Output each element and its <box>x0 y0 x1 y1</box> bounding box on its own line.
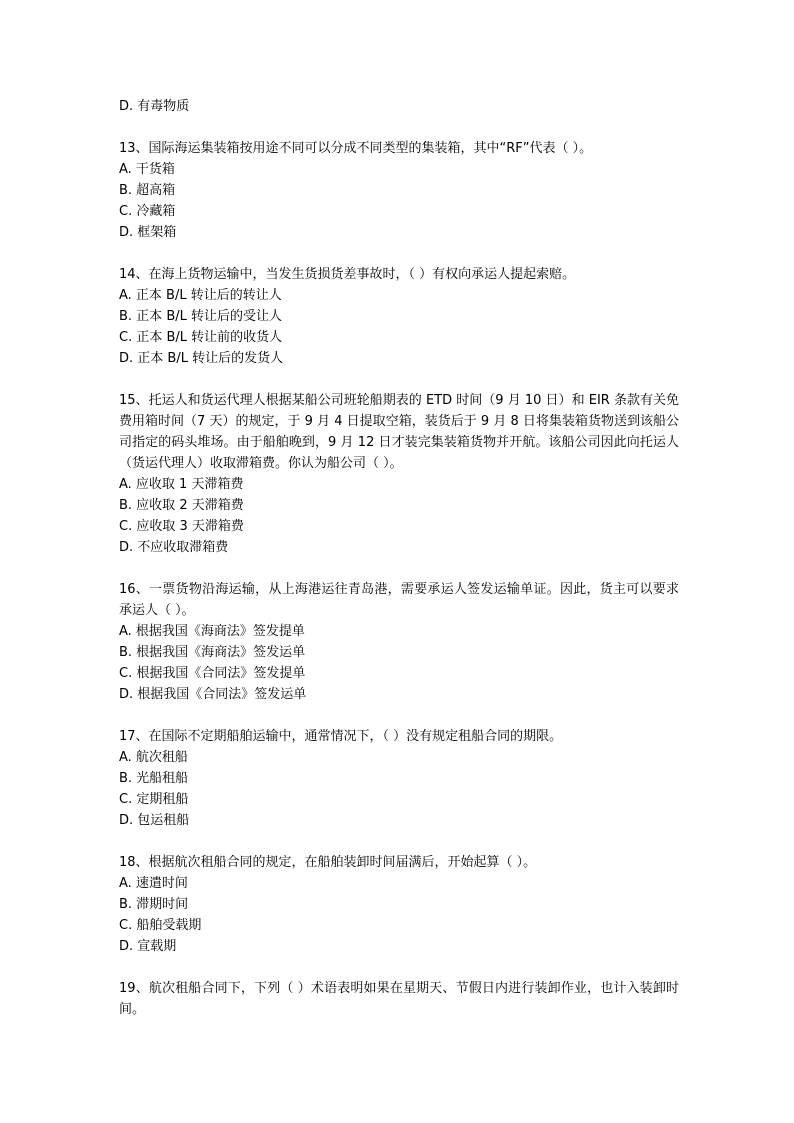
option-c: C. 定期租船 <box>119 792 189 807</box>
option-a: A. 航次租船 <box>119 750 188 765</box>
question-14 <box>119 264 679 369</box>
question-19 <box>119 978 679 1020</box>
document-page <box>119 96 679 1041</box>
option-c: C. 冷藏箱 <box>119 204 176 219</box>
option-c: C. 船舶受载期 <box>119 918 202 933</box>
option-a: A. 应收取 1 天滞箱费 <box>119 477 244 492</box>
option-c: C. 根据我国《合同法》签发提单 <box>119 666 306 681</box>
question-15 <box>119 390 679 558</box>
question-17 <box>119 726 679 831</box>
question-text: 18、根据航次租船合同的规定，在船舶装卸时间届满后，开始起算（ ）。 <box>119 855 537 870</box>
option-b: B. 超高箱 <box>119 183 176 198</box>
option-a: A. 干货箱 <box>119 162 175 177</box>
question-fragment <box>119 96 679 117</box>
option-b: B. 根据我国《海商法》签发运单 <box>119 645 306 660</box>
option-c: C. 应收取 3 天滞箱费 <box>119 519 244 534</box>
option-a: A. 速遣时间 <box>119 876 188 891</box>
question-text: 13、国际海运集装箱按用途不同可以分成不同类型的集装箱，其中“RF”代表（ ）。 <box>119 141 593 156</box>
option-b: B. 滞期时间 <box>119 897 189 912</box>
question-13 <box>119 138 679 243</box>
option-d: D. 不应收取滞箱费 <box>119 540 229 555</box>
question-text: 17、在国际不定期船舶运输中，通常情况下，（ ）没有规定租船合同的期限。 <box>119 729 563 744</box>
question-text: 19、航次租船合同下，下列（ ）术语表明如果在星期天、节假日内进行装卸作业，也计入装卸时间。 <box>119 981 679 1017</box>
question-text: 14、在海上货物运输中，当发生货损货差事故时，（ ）有权向承运人提起索赔。 <box>119 267 576 282</box>
option-a: A. 正本 B/L 转让后的转让人 <box>119 288 282 303</box>
option-d: D. 正本 B/L 转让后的发货人 <box>119 351 284 366</box>
option-d: D. 包运租船 <box>119 813 190 828</box>
option-b: B. 光船租船 <box>119 771 189 786</box>
option-d: D. 宣载期 <box>119 939 177 954</box>
option-c: C. 正本 B/L 转让前的收货人 <box>119 330 283 345</box>
question-text: 16、一票货物沿海运输，从上海港运往青岛港，需要承运人签发运输单证。因此，货主可以要求承运人（ ）。 <box>119 582 679 618</box>
question-16 <box>119 579 679 705</box>
question-text: 15、托运人和货运代理人根据某船公司班轮船期表的 ETD 时间（9 月 10 日）和 EIR 条款有关免费用箱时间（7 天）的规定，于 9 月 4 日提取空箱，装货后于 9 月 8 日将集装箱货物送到该船公司指定的码头堆场。由于船舶晚到，9 月 12 日才装完集装箱货物并开航。该船公司因此向托运人（货运代理人）收取滞箱费。你认为船公司（ ）。 <box>119 393 679 471</box>
option-d: D. 根据我国《合同法》签发运单 <box>119 687 307 702</box>
option-b: B. 应收取 2 天滞箱费 <box>119 498 244 513</box>
option-a: A. 根据我国《海商法》签发提单 <box>119 624 305 639</box>
option-d: D. 有毒物质 <box>119 99 190 114</box>
option-d: D. 框架箱 <box>119 225 177 240</box>
question-18 <box>119 852 679 957</box>
option-b: B. 正本 B/L 转让后的受让人 <box>119 309 282 324</box>
